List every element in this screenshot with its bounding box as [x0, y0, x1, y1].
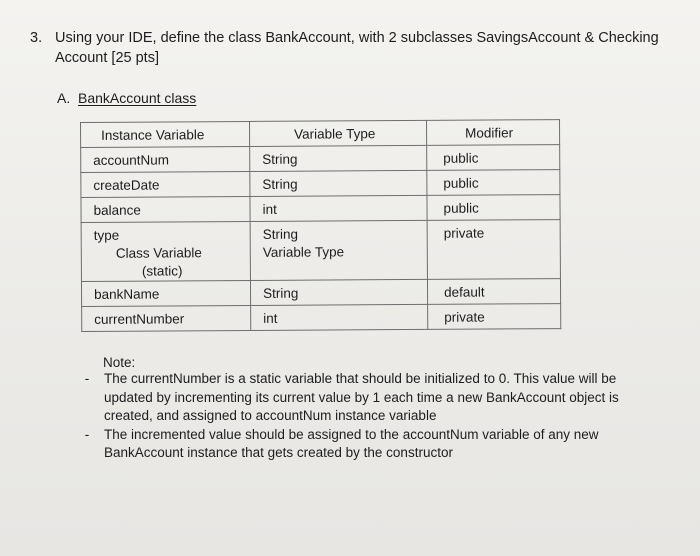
question-text-line2: Account [25 pts] [55, 50, 159, 66]
note-list [79, 370, 659, 463]
question-text-line1: Using your IDE, define the class BankAccount, with 2 subclasses SavingsAccount & Checking [55, 30, 659, 46]
table-row [81, 195, 560, 223]
list-item [79, 370, 659, 426]
subheader-static: (static) [141, 263, 183, 279]
table-row [81, 220, 560, 282]
note-text: The incremented value should be assigned to the accountNum variable of any new BankAccount instance that gets created by the constructor [104, 426, 599, 460]
table-cell: createDate [81, 171, 250, 197]
table-header-row [81, 120, 560, 148]
table-row [81, 170, 560, 198]
table-row [81, 279, 560, 307]
table-cell: default [427, 279, 560, 305]
table-cell: String [250, 279, 427, 305]
section-label: A. [57, 90, 71, 106]
note-text: The currentNumber is a static variable that should be initialized to 0. This value will be updated by incrementing its current value by 1 each time a new BankAccount object is created, and assigned to accountNum instance variable [104, 371, 619, 423]
table-row [82, 304, 561, 332]
table-cell: String [250, 170, 427, 196]
header-cell: Variable Type [249, 120, 426, 146]
subheader-class-variable: Class Variable [115, 245, 202, 261]
table-cell: balance [81, 196, 250, 222]
table-cell: accountNum [81, 146, 250, 172]
table-cell: type Class Variable (static) [81, 221, 250, 281]
table-cell: int [251, 304, 428, 330]
section-title: BankAccount class [78, 90, 197, 106]
table-cell: public [427, 195, 560, 221]
table-cell: public [427, 170, 560, 196]
table-cell: currentNumber [82, 305, 251, 331]
list-item [79, 426, 659, 463]
table-cell: private [427, 220, 560, 280]
bullet-dash: - [84, 426, 90, 442]
note-title: Note: [103, 355, 136, 370]
table-cell: bankName [81, 280, 250, 306]
table-cell: public [427, 145, 560, 171]
variables-table [80, 119, 561, 332]
header-cell: Instance Variable [81, 121, 250, 147]
question-number: 3. [30, 30, 43, 46]
table-row [81, 145, 560, 173]
subheader-variable-type: Variable Type [262, 244, 345, 260]
table-cell: String Variable Type [250, 220, 427, 280]
bullet-dash: - [84, 371, 90, 386]
header-cell: Modifier [426, 120, 559, 146]
table-cell: private [428, 304, 561, 330]
table-cell: String [250, 145, 427, 171]
table-cell: int [250, 195, 427, 221]
section-heading [57, 90, 196, 106]
